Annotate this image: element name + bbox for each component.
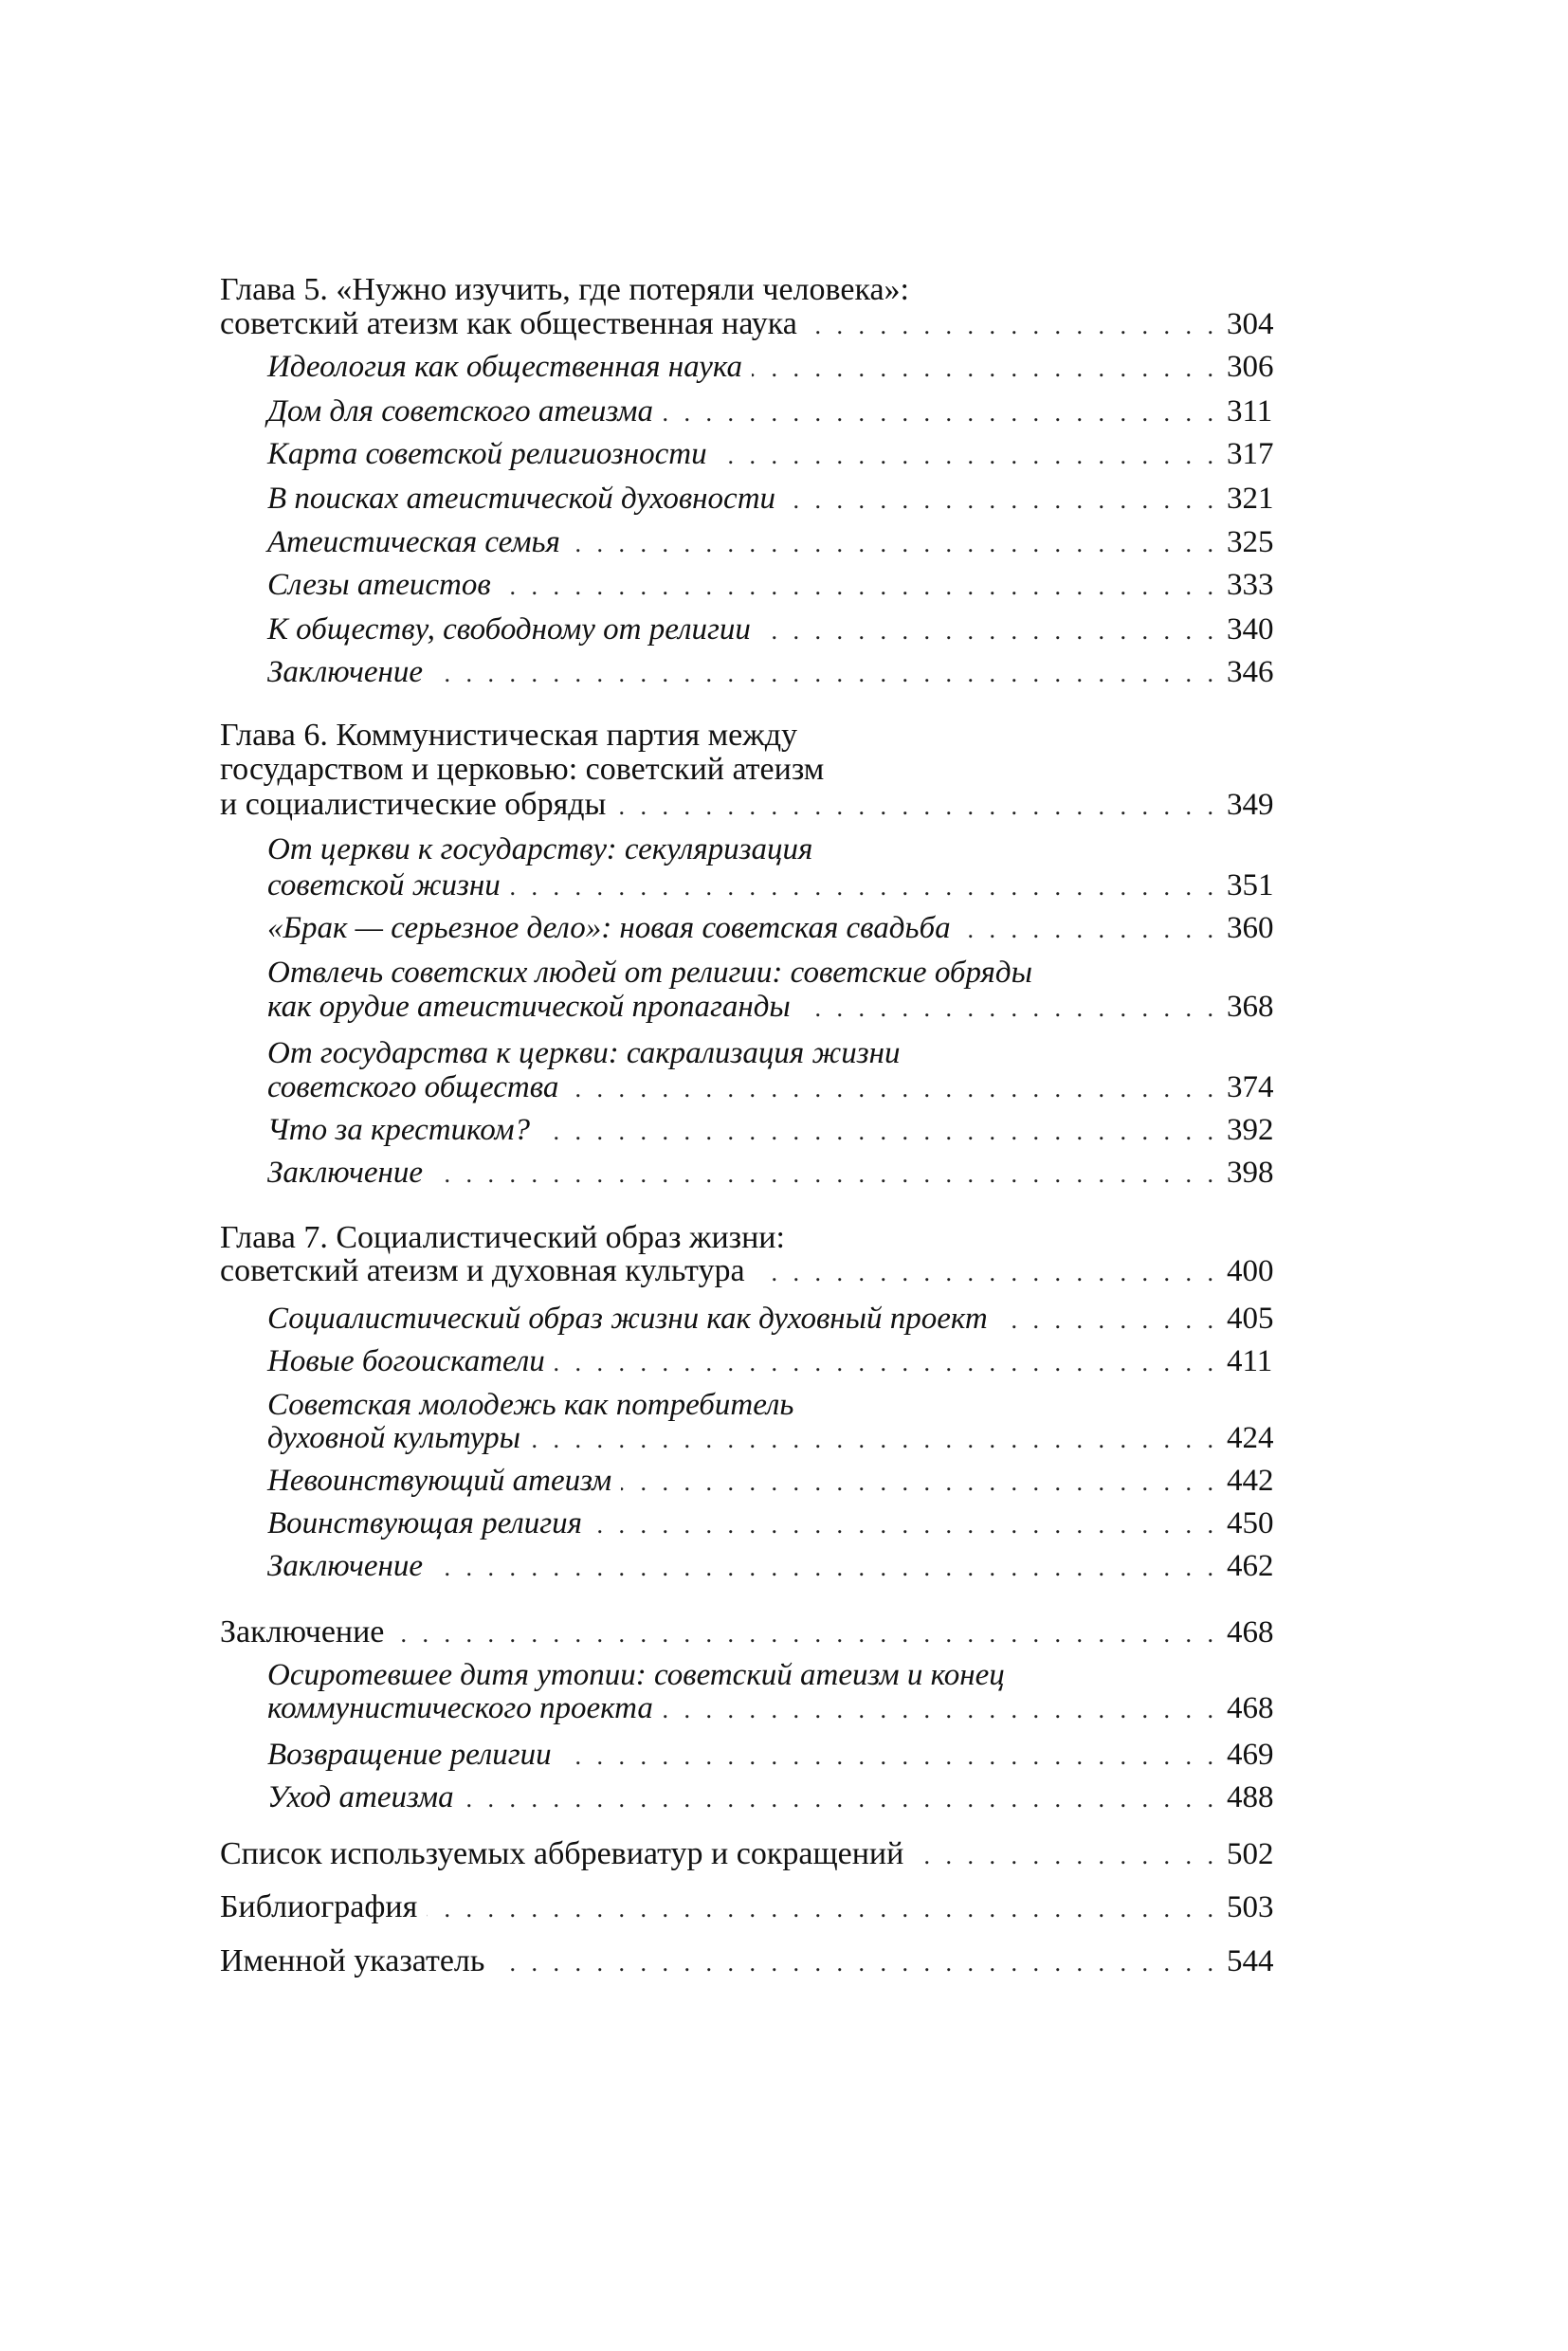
section-title: Заключение [267,1156,424,1190]
page-number: 325 [1227,525,1274,559]
page-number: 468 [1227,1691,1274,1725]
dot-leader [752,351,1213,385]
toc-chapter-6-title-line-1[interactable] [220,720,1280,752]
toc-section[interactable] [267,1157,1280,1189]
page-number: 469 [1227,1738,1274,1772]
toc-section[interactable] [267,1692,1280,1724]
dot-leader [621,1465,1213,1499]
section-title: советской жизни [267,868,501,902]
dot-leader [807,308,1213,342]
section-title: Новые богоискатели [267,1344,545,1378]
dot-leader [913,1838,1213,1872]
page-number: 424 [1227,1421,1274,1455]
section-title: К обществу, свободному от религии [267,612,751,647]
section-title: советского общества [267,1070,559,1104]
page-number: 502 [1227,1837,1274,1871]
toc-section[interactable] [267,1739,1280,1771]
section-title: Воинствующая религия [267,1506,582,1540]
toc-section[interactable] [267,569,1280,601]
toc-section[interactable] [267,1507,1280,1540]
page-number: 311 [1227,394,1273,428]
dot-leader [501,569,1213,603]
toc-section[interactable] [267,1550,1280,1582]
chapter-title: Глава 6. Коммунистическая партия между [220,718,798,753]
toc-section[interactable] [267,613,1280,646]
toc-section[interactable] [267,1659,1280,1691]
section-title: Заключение [267,655,424,689]
section-title: «Брак — серьезное дело»: новая советская свадьба [267,911,951,945]
chapter-title: Именной указатель [220,1943,485,1978]
page-number: 374 [1227,1070,1274,1104]
toc-section[interactable] [267,833,1280,866]
dot-leader [561,1739,1213,1773]
dot-leader [432,1157,1213,1191]
chapter-title: советский атеизм как общественная наука [220,306,797,341]
page-number: 488 [1227,1780,1274,1814]
dot-leader [755,1255,1213,1289]
page-number: 400 [1227,1254,1274,1288]
toc-name-index[interactable] [220,1945,1280,1977]
toc-chapter-5-title-line-1[interactable] [220,274,1280,306]
section-title: Отвлечь советских людей от религии: советские обряды [267,956,1032,990]
toc-abbreviations[interactable] [220,1838,1280,1870]
toc-section[interactable] [267,351,1280,383]
chapter-title: Библиография [220,1889,418,1924]
chapter-title: Глава 5. «Нужно изучить, где потеряли человека»: [220,272,909,307]
toc-section[interactable] [267,869,1280,902]
chapter-title: Глава 7. Социалистический образ жизни: [220,1220,785,1255]
dot-leader [432,656,1213,690]
section-title: От государства к церкви: сакрализация жизни [267,1036,901,1070]
page-number: 405 [1227,1302,1274,1336]
dot-leader [555,1345,1213,1379]
dot-leader [960,912,1213,946]
dot-leader [785,483,1213,517]
section-title: Возвращение религии [267,1738,552,1772]
page-number: 398 [1227,1156,1274,1190]
dot-leader [464,1781,1213,1815]
toc-section[interactable] [267,1465,1280,1497]
toc-section[interactable] [267,483,1280,515]
toc-chapter-7-title-line-2[interactable] [220,1255,1280,1287]
section-title: Невоинствующий атеизм [267,1464,612,1498]
section-title: Уход атеизма [267,1780,454,1814]
chapter-title: Список используемых аббревиатур и сокращений [220,1836,904,1871]
dot-leader [494,1945,1213,1979]
dot-leader [717,438,1213,472]
section-title: Карта советской религиозности [267,437,707,471]
section-title: От церкви к государству: секуляризация [267,832,813,866]
page-number: 462 [1227,1549,1274,1583]
toc-chapter-6-title-line-2[interactable] [220,754,1280,786]
toc-section[interactable] [267,1114,1280,1146]
page-number: 346 [1227,655,1274,689]
toc-chapter-7-title-line-1[interactable] [220,1222,1280,1254]
page-number: 349 [1227,788,1274,822]
page-number: 351 [1227,868,1274,902]
dot-leader [663,1692,1213,1726]
page-number: 360 [1227,911,1274,945]
section-title: В поисках атеистической духовности [267,482,776,516]
dot-leader [800,991,1213,1025]
chapter-title: советский атеизм и духовная культура [220,1253,745,1288]
toc-section[interactable] [267,1071,1280,1103]
dot-leader [530,1422,1213,1456]
page-number: 468 [1227,1615,1274,1649]
toc-section[interactable] [267,395,1280,428]
page-number: 411 [1227,1344,1273,1378]
toc-section[interactable] [267,912,1280,944]
dot-leader [592,1507,1213,1541]
chapter-title: Заключение [220,1614,385,1649]
page-number: 392 [1227,1113,1274,1147]
toc-chapter-6-title-line-3[interactable] [220,789,1280,821]
toc-section[interactable] [267,957,1280,989]
page-number: 442 [1227,1464,1274,1498]
dot-leader [510,869,1213,903]
toc-section[interactable] [267,656,1280,688]
page-number: 503 [1227,1890,1274,1924]
toc-section[interactable] [267,1345,1280,1377]
dot-leader [427,1891,1213,1925]
dot-leader [393,1616,1213,1650]
section-title: Заключение [267,1549,424,1583]
toc-section[interactable] [267,1037,1280,1069]
toc-section[interactable] [267,526,1280,558]
section-title: Осиротевшее дитя утопии: советский атеизм и конец [267,1658,1005,1692]
dot-leader [539,1114,1213,1148]
toc-section[interactable] [267,1422,1280,1454]
section-title: Идеология как общественная наука [267,350,742,384]
toc-chapter-5-title-line-2[interactable] [220,308,1280,340]
page-number: 368 [1227,990,1274,1024]
dot-leader [663,395,1213,429]
toc-conclusion[interactable] [220,1616,1280,1649]
section-title: Слезы атеистов [267,568,491,602]
dot-leader [570,526,1213,560]
section-title: Дом для советского атеизма [267,394,653,428]
toc-section[interactable] [267,438,1280,470]
section-title: Что за крестиком? [267,1113,531,1147]
page-number: 317 [1227,437,1274,471]
toc-bibliography[interactable] [220,1891,1280,1923]
dot-leader [615,789,1213,823]
page-number: 544 [1227,1944,1274,1978]
page-number: 321 [1227,482,1274,516]
section-title: Советская молодежь как потребитель [267,1388,794,1422]
toc-section[interactable] [267,1389,1280,1421]
section-title: Социалистический образ жизни как духовный проект [267,1302,988,1336]
section-title: духовной культуры [267,1421,520,1455]
page-number: 340 [1227,612,1274,647]
page-number: 306 [1227,350,1274,384]
dot-leader [760,613,1213,647]
chapter-title: государством и церковью: советский атеизм [220,752,825,787]
toc-section[interactable] [267,991,1280,1023]
section-title: Атеистическая семья [267,525,560,559]
section-title: коммунистического проекта [267,1691,653,1725]
toc-section[interactable] [267,1781,1280,1813]
dot-leader [432,1550,1213,1584]
page-number: 450 [1227,1506,1274,1540]
toc-section[interactable] [267,1303,1280,1335]
page-number: 333 [1227,568,1274,602]
dot-leader [997,1303,1213,1337]
dot-leader [568,1071,1213,1105]
chapter-title: и социалистические обряды [220,787,607,822]
page-number: 304 [1227,307,1274,341]
section-title: как орудие атеистической пропаганды [267,990,791,1024]
